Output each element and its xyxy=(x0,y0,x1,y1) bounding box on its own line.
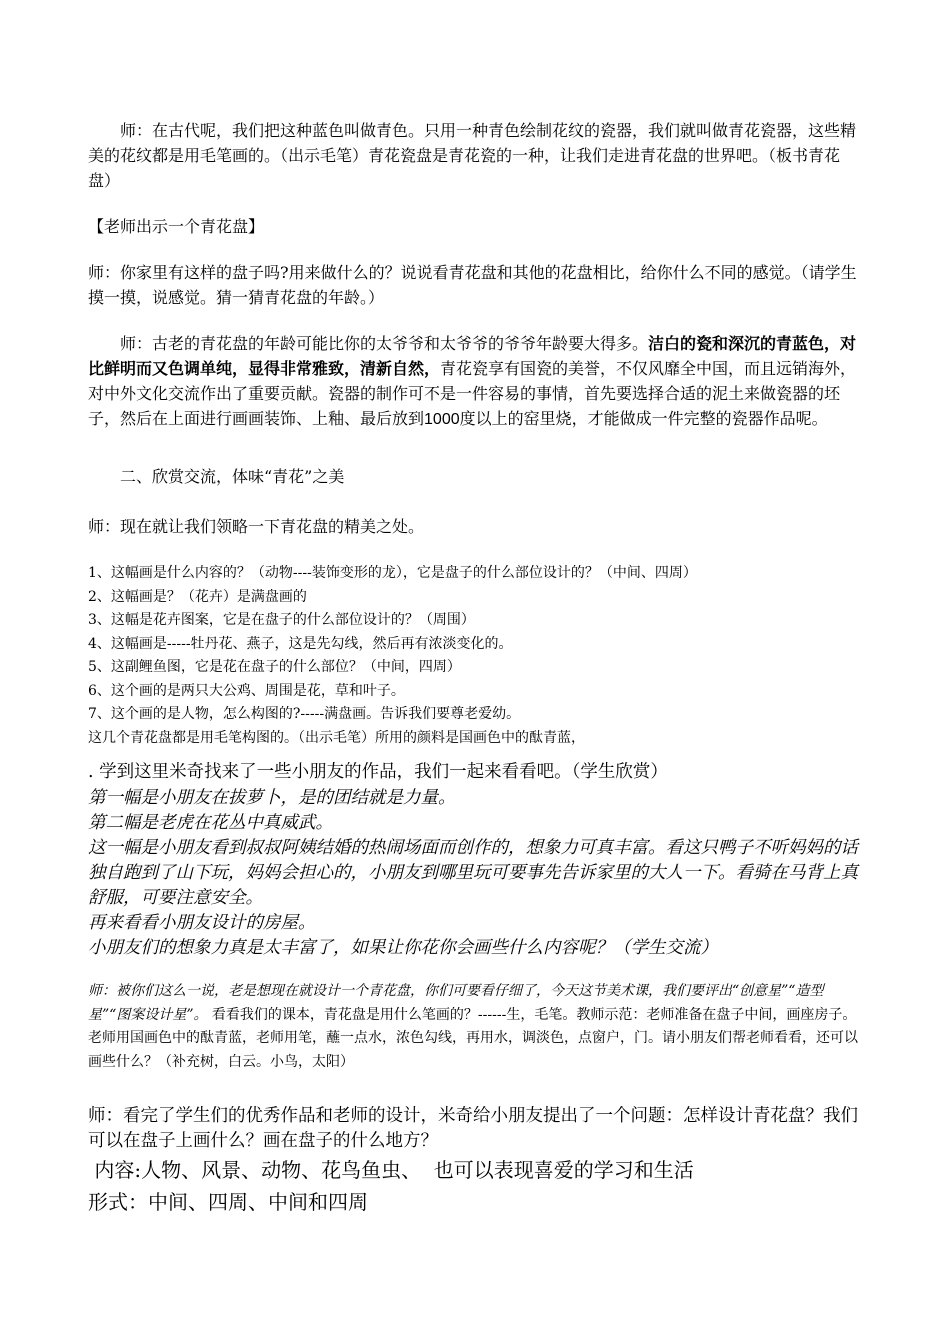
para2-bold-text: 洁白的瓷和深沉的青蓝色，对比鲜明而又色调单纯，显得非常雅致，清新自然， xyxy=(88,334,857,378)
closing-question: 师：看完了学生们的优秀作品和老师的设计，米奇给小朋友提出了一个问题：怎样设计青花盘？我们可以在盘子上画什么？画在盘子的什么地方？ xyxy=(88,1106,858,1151)
student-works xyxy=(88,786,863,961)
list-item: 2、这幅画是？（花卉）是满盘画的 xyxy=(88,588,307,605)
list-item: 5、这副鲤鱼图，它是花在盘子的什么部位？（中间，四周） xyxy=(88,659,461,675)
intro-question: 师：你家里有这样的盘子吗?用来做什么的？说说看青花盘和其他的花盘相比，给你什么不同的感觉。（请学生摸一摸，说感觉。猜一猜青花盘的年龄。） xyxy=(88,263,857,307)
work-2: 第二幅是老虎在花丛中真威武。 xyxy=(88,813,333,833)
section-2-lead: 师：现在就让我们领略一下青花盘的精美之处。 xyxy=(88,517,425,536)
work-5: 小朋友们的想象力真是太丰富了，如果让你花你会画些什么内容呢？（学生交流） xyxy=(88,938,718,958)
work-3: 这一幅是小朋友看到叔叔阿姨结婚的热闹场面而创作的，想象力可真丰富。看这只鸭子不听妈妈的话独自跑到了山下玩，妈妈会担心的，小朋友到哪里玩可要事先告诉家里的大人一下。看骑在马背上真舒服，可要注意安全。 xyxy=(88,838,858,908)
work-1: 第一幅是小朋友在拔萝卜，是的团结就是力量。 xyxy=(88,788,456,808)
show-plate-note: 【老师出示一个青花盘】 xyxy=(88,217,265,236)
demo-italic-text: 师：被你们这么一说，老是想现在就设计一个青花盘，你们可要看仔细了，今天这节美术课，我们要评出“创意星”“造型星”“图案设计星”。 xyxy=(88,983,824,1023)
intro-paragraph-1: 师：在古代呢，我们把这种蓝色叫做青色。只用一种青色绘制花纹的瓷器，我们就叫做青花瓷器，这些精美的花纹都是用毛笔画的。（出示毛笔）青花瓷盘是青花瓷的一种，让我们走进青花盘的世界吧。（板书青花盘） xyxy=(88,121,857,190)
para2-text-a: 师：古老的青花盘的年龄可能比你的太爷爷和太爷爷的爷爷年龄要大得多。 xyxy=(120,334,649,353)
demo-normal-text: 看看我们的课本，青花盘是用什么笔画的？------生，毛笔。教师示范：老师准备在盘子中间，画座房子。老师用国画色中的酞青蓝，老师用笔，蘸一点水，浓色勾线，再用水，调淡色，点窗户，门。请小朋友们帮老师看看，还可以画些什么？（补充树，白云。小鸟，太阳） xyxy=(88,1006,858,1070)
content-line: 内容:人物、风景、动物、花鸟鱼虫、 也可以表现喜爱的学习和生活 xyxy=(88,1158,694,1182)
para2-text-c: 度以上的窑里烧，才能做成一件完整的瓷器作品呢。 xyxy=(459,409,828,428)
intro-paragraph-2 xyxy=(88,331,863,432)
plate-question-list xyxy=(88,562,863,750)
para2-text-b: 青花瓷享有国瓷的美誉，不仅风靡全中国，而且远销海外，对中外文化交流作出了重要贡献。瓷器的制作可不是一件容易的事情，首先要选择合适的泥土来做瓷器的坯子，然后在上面进行画画装饰、上釉、最后放到 xyxy=(88,359,857,428)
list-item: 4、这幅画是-----牡丹花、燕子，这是先勾线，然后再有浓淡变化的。 xyxy=(88,635,513,652)
list-item: 1、这幅画是什么内容的？（动物----装饰变形的龙），它是盘子的什么部位设计的？（中间、四周） xyxy=(88,565,697,581)
teacher-demo xyxy=(88,980,863,1074)
list-item: 6、这个画的是两只大公鸡、周围是花，草和叶子。 xyxy=(88,682,405,699)
list-item: 3、这幅是花卉图案，它是在盘子的什么部位设计的？（周围） xyxy=(88,612,475,628)
form-line: 形式：中间、四周、中间和四周 xyxy=(88,1190,368,1214)
list-item: 7、这个画的是人物，怎么构图的?-----满盘画。告诉我们要尊老爱幼。 xyxy=(88,706,521,722)
transition-line: . 学到这里米奇找来了一些小朋友的作品，我们一起来看看吧。（学生欣赏） xyxy=(88,762,668,782)
work-4: 再来看看小朋友设计的房屋。 xyxy=(88,913,316,933)
summary-line: 这几个青花盘都是用毛笔构图的。（出示毛笔）所用的颜料是国画色中的酞青蓝， xyxy=(88,729,585,746)
section-2-heading: 二、欣赏交流，体味“青花”之美 xyxy=(120,467,345,486)
para2-number: 1000 xyxy=(424,411,460,428)
